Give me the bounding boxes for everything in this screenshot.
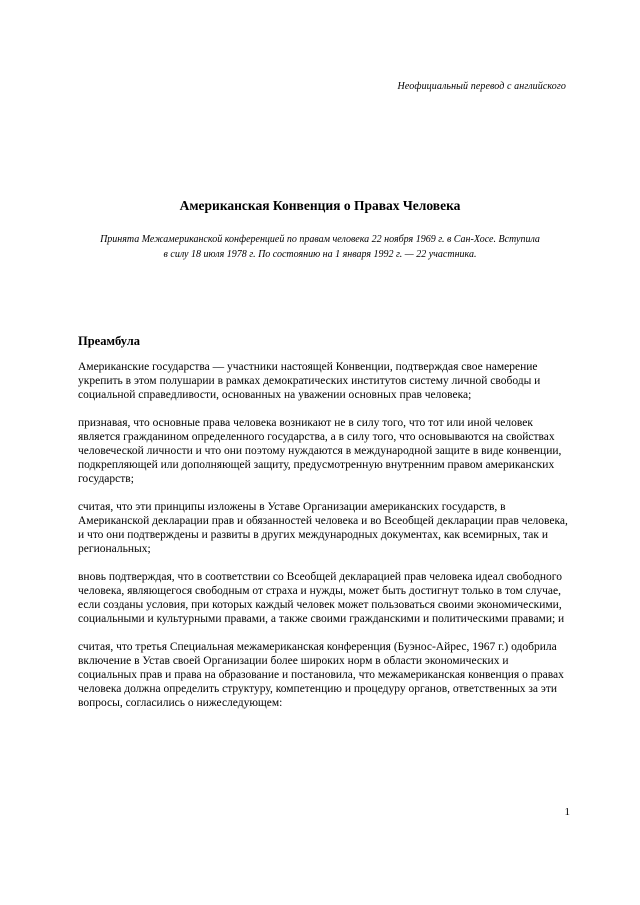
paragraph: Американские государства — участники настоящей Конвенции, подтверждая свое намерение укрепить в этом полушарии в рамках демократических институтов систему личной свободы и социальной справедливости, основанных на уважении основных прав человека; [78,361,541,401]
page-number: 1 [564,806,570,818]
document-body [78,360,570,724]
document-subtitle: Принята Межамериканской конференцией по правам человека 22 ноября 1969 г. в Сан-Хосе. Вступила в силу 18 июля 1978 г. По состоянию на 1 января 1992 г. — 22 участника. [100,234,540,260]
paragraph: считая, что эти принципы изложены в Уставе Организации американских государств, в Американской декларации прав и обязанностей человека и во Всеобщей декларации прав человека, и что они подтверждены и развиты в других международных документах, как всемирных, так и региональных; [78,501,568,555]
document-title: Американская Конвенция о Правах Человека [179,198,461,213]
preamble-heading: Преамбула [78,334,140,348]
paragraph: считая, что третья Специальная межамериканская конференция (Буэнос-Айрес, 1967 г.) одобрила включение в Устав своей Организации более широких норм в области экономических и социальных прав и права на образование и постановила, что межамериканская конвенция о правах человека должна определить структуру, компетенцию и процедуру органов, ответственных за эти вопросы, согласились о нижеследующем: [78,641,564,709]
paragraph: признавая, что основные права человека возникают не в силу того, что тот или иной человек является гражданином определенного государства, а в силу того, что основываются на свойствах человеческой личности и что они поэтому нуждаются в международной защите в виде конвенции, подкрепляющей или дополняющей защиту, предусмотренную внутренним правом американских государств; [78,417,562,485]
translation-note: Неофициальный перевод с английского [397,81,566,92]
paragraph: вновь подтверждая, что в соответствии со Всеобщей декларацией прав человека идеал свободного человека, являющегося свободным от страха и нужды, может быть достигнут только в том случае, если созданы условия, при которых каждый человек может пользоваться своими экономическими, социальными и культурными правами, а также своими гражданскими и политическими правами; и [78,571,565,625]
